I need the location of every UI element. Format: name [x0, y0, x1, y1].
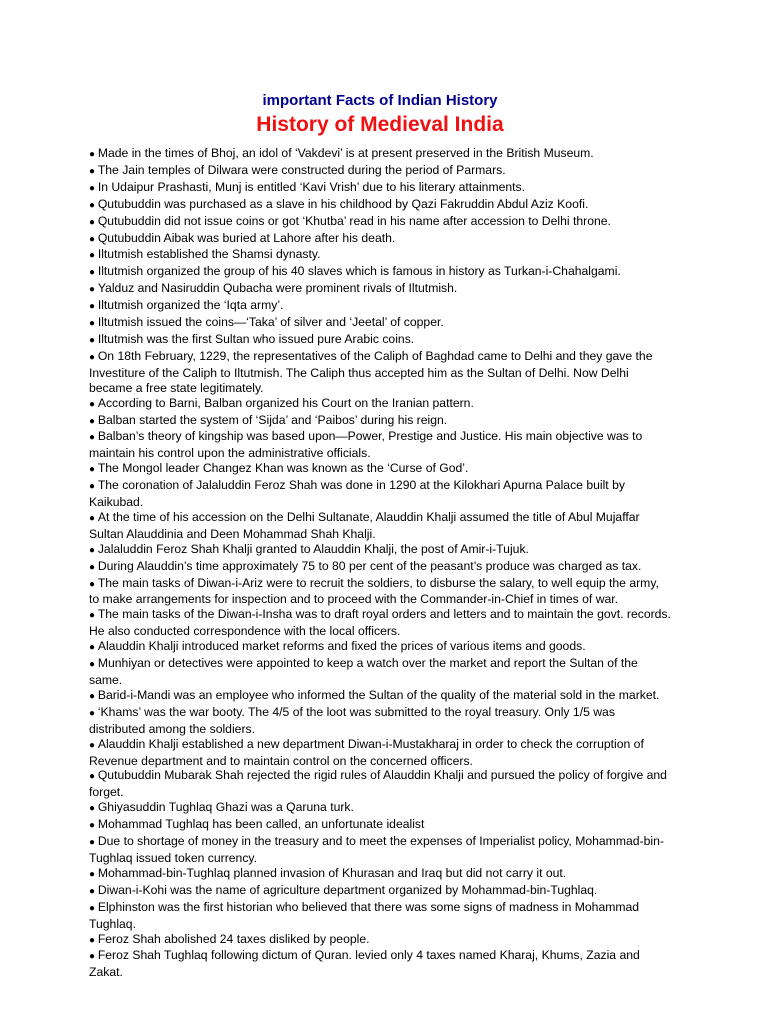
fact-item: ● The Mongol leader Changez Khan was known as the ‘Curse of God’.: [89, 461, 671, 478]
fact-item: ● The Jain temples of Dilwara were constructed during the period of Parmars.: [89, 163, 671, 180]
fact-item: ● On 18th February, 1229, the representatives of the Caliph of Baghdad came to Delhi and they gave the Investiture of the Caliph to Iltutmish. The Caliph thus accepted him as the Sultan of Delhi. Now Delhi became a free state legitimately.: [89, 349, 671, 396]
fact-item: ● Balban started the system of ‘Sijda’ and ‘Paibos’ during his reign.: [89, 413, 671, 430]
fact-item: ● Mohammad Tughlaq has been called, an unfortunate idealist: [89, 817, 671, 834]
fact-item: ● Ghiyasuddin Tughlaq Ghazi was a Qaruna turk.: [89, 800, 671, 817]
fact-item: ● During Alauddin’s time approximately 75 to 80 per cent of the peasant’s produce was charged as tax.: [89, 559, 671, 576]
fact-item: ● Qutubuddin Aibak was buried at Lahore after his death.: [89, 231, 671, 248]
fact-item: ● Yalduz and Nasiruddin Qubacha were prominent rivals of Iltutmish.: [89, 281, 671, 298]
fact-item: ● Iltutmish issued the coins—‘Taka’ of silver and ‘Jeetal’ of copper.: [89, 315, 671, 332]
fact-item: ● Qutubuddin was purchased as a slave in his childhood by Qazi Fakruddin Abdul Aziz Koofi.: [89, 197, 671, 214]
fact-item: ● The coronation of Jalaluddin Feroz Shah was done in 1290 at the Kilokhari Apurna Palace built by Kaikubad.: [89, 478, 671, 510]
fact-item: ● Elphinston was the first historian who believed that there was some signs of madness in Mohammad Tughlaq.: [89, 900, 671, 932]
fact-item: ● The main tasks of Diwan-i-Ariz were to recruit the soldiers, to disburse the salary, to well equip the army, to make arrangements for inspection and to proceed with the Commander-in-Chief in times of war.: [89, 576, 671, 608]
fact-item: ● Feroz Shah abolished 24 taxes disliked by people.: [89, 932, 671, 949]
fact-item: ● Due to shortage of money in the treasury and to meet the expenses of Imperialist policy, Mohammad-bin-Tughlaq issued token currency.: [89, 834, 671, 866]
fact-item: ● Barid-i-Mandi was an employee who informed the Sultan of the quality of the material sold in the market.: [89, 688, 671, 705]
document-title: History of Medieval India: [256, 113, 504, 136]
fact-item: ● The main tasks of the Diwan-i-Insha was to draft royal orders and letters and to maintain the govt. records. He also conducted correspondence with the local officers.: [89, 607, 671, 639]
document-page: [89, 92, 671, 980]
facts-list: [89, 146, 671, 980]
fact-item: ● According to Barni, Balban organized his Court on the Iranian pattern.: [89, 396, 671, 413]
fact-item: ● Iltutmish organized the group of his 40 slaves which is famous in history as Turkan-i-Chahalgami.: [89, 264, 671, 281]
fact-item: ● Qutubuddin did not issue coins or got ‘Khutba’ read in his name after accession to Delhi throne.: [89, 214, 671, 231]
document-subtitle: important Facts of Indian History: [262, 92, 498, 109]
fact-item: ● Iltutmish organized the ‘Iqta army’.: [89, 298, 671, 315]
fact-item: ● Iltutmish was the first Sultan who issued pure Arabic coins.: [89, 332, 671, 349]
fact-item: ● Alauddin Khalji established a new department Diwan-i-Mustakharaj in order to check the corruption of Revenue department and to maintain control on the concerned officers.: [89, 737, 671, 769]
fact-item: ● Balban’s theory of kingship was based upon—Power, Prestige and Justice. His main objective was to maintain his control upon the administrative officials.: [89, 429, 671, 461]
fact-item: ● Iltutmish established the Shamsi dynasty.: [89, 247, 671, 264]
fact-item: ● Mohammad-bin-Tughlaq planned invasion of Khurasan and Iraq but did not carry it out.: [89, 866, 671, 883]
fact-item: ● Munhiyan or detectives were appointed to keep a watch over the market and report the Sultan of the same.: [89, 656, 671, 688]
fact-item: ● Jalaluddin Feroz Shah Khalji granted to Alauddin Khalji, the post of Amir-i-Tujuk.: [89, 542, 671, 559]
fact-item: ● Made in the times of Bhoj, an idol of ‘Vakdevi’ is at present preserved in the British Museum.: [89, 146, 671, 163]
fact-item: ● Diwan-i-Kohi was the name of agriculture department organized by Mohammad-bin-Tughlaq.: [89, 883, 671, 900]
fact-item: ● Feroz Shah Tughlaq following dictum of Quran. levied only 4 taxes named Kharaj, Khums, Zazia and Zakat.: [89, 948, 671, 980]
fact-item: ● In Udaipur Prashasti, Munj is entitled ‘Kavi Vrish’ due to his literary attainments.: [89, 180, 671, 197]
fact-item: ● ‘Khams’ was the war booty. The 4/5 of the loot was submitted to the royal treasury. Only 1/5 was distributed among the soldiers.: [89, 705, 671, 737]
fact-item: ● Qutubuddin Mubarak Shah rejected the rigid rules of Alauddin Khalji and pursued the policy of forgive and forget.: [89, 768, 671, 800]
fact-item: ● Alauddin Khalji introduced market reforms and fixed the prices of various items and goods.: [89, 639, 671, 656]
fact-item: ● At the time of his accession on the Delhi Sultanate, Alauddin Khalji assumed the title of Abul Mujaffar Sultan Alauddinia and Deen Mohammad Shah Khalji.: [89, 510, 671, 542]
